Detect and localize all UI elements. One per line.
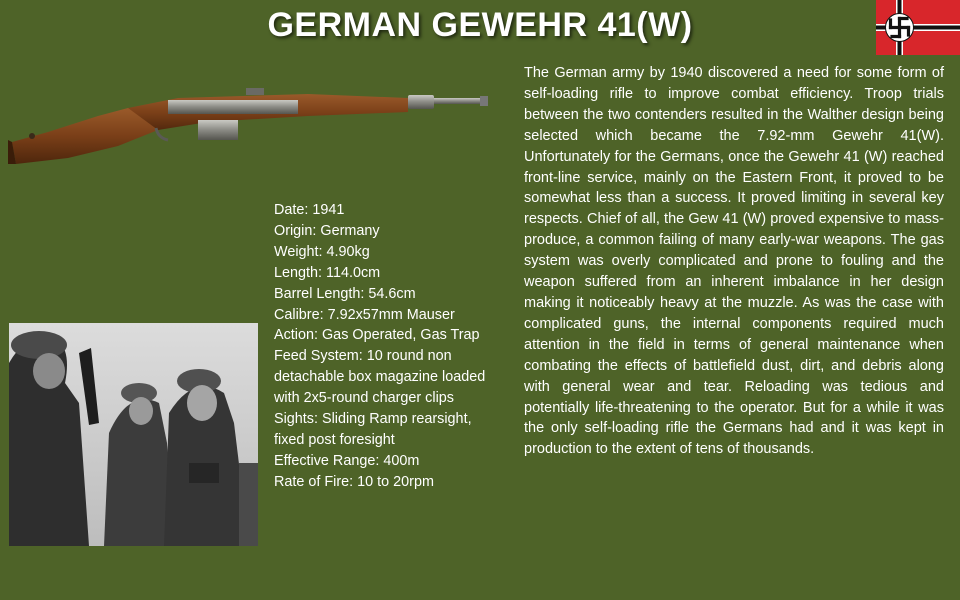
spec-barrel-length: Barrel Length: 54.6cm — [274, 285, 416, 302]
spec-weight: Weight: 4.90kg — [274, 243, 370, 260]
spec-length: Length: 114.0cm — [274, 264, 381, 281]
war-ensign-flag-icon — [876, 0, 960, 55]
spec-action: Action: Gas Operated, Gas Trap — [274, 327, 480, 344]
gewehr-41-rifle-image — [8, 80, 492, 176]
spec-sights: Sights: Sliding Ramp rearsight, fixed post foresight — [274, 411, 472, 448]
specs-list — [274, 200, 502, 493]
page-title: GERMAN GEWEHR 41(W) — [267, 6, 693, 44]
spec-effective-range: Effective Range: 400m — [274, 452, 420, 469]
spec-origin: Origin: Germany — [274, 222, 380, 239]
soldiers-photo-image — [9, 323, 258, 546]
description-paragraph: The German army by 1940 discovered a need for some form of self-loading rifle to improve combat efficiency. Troop trials between the two contenders resulted in the Walther design being selected which became the 7.92-mm Gewehr 41(W). Unfortunately for the Germans, once the Gewehr 41 (W) reached front-line service, mainly on the Eastern Front, it proved to be somewhat less than a success. It proved limiting in several key respects. Chief of all, the Gew 41 (W) proved expensive to mass-produce, a common failing of many early-war weapons. The gas system was overly complicated and prone to fouling and the weapon suffered from an inherent imbalance in her design making it noticeably heavy at the muzzle. As was the case with complicated guns, the internal components required much attention in the field in terms of general maintenance when combating the effects of battlefield dust, dirt, and debris along with general wear and tear. Reloading was tedious and potentially life-threatening to the operator. But for a while it was the only self-loading rifle the Germans had and it was kept in production to the extent of tens of thousands. — [524, 65, 944, 458]
spec-feed-system: Feed System: 10 round non detachable box magazine loaded with 2x5-round charger clips — [274, 348, 486, 407]
spec-rate-of-fire: Rate of Fire: 10 to 20rpm — [274, 473, 434, 490]
spec-date: Date: 1941 — [274, 202, 345, 218]
spec-calibre: Calibre: 7.92x57mm Mauser — [274, 306, 455, 323]
